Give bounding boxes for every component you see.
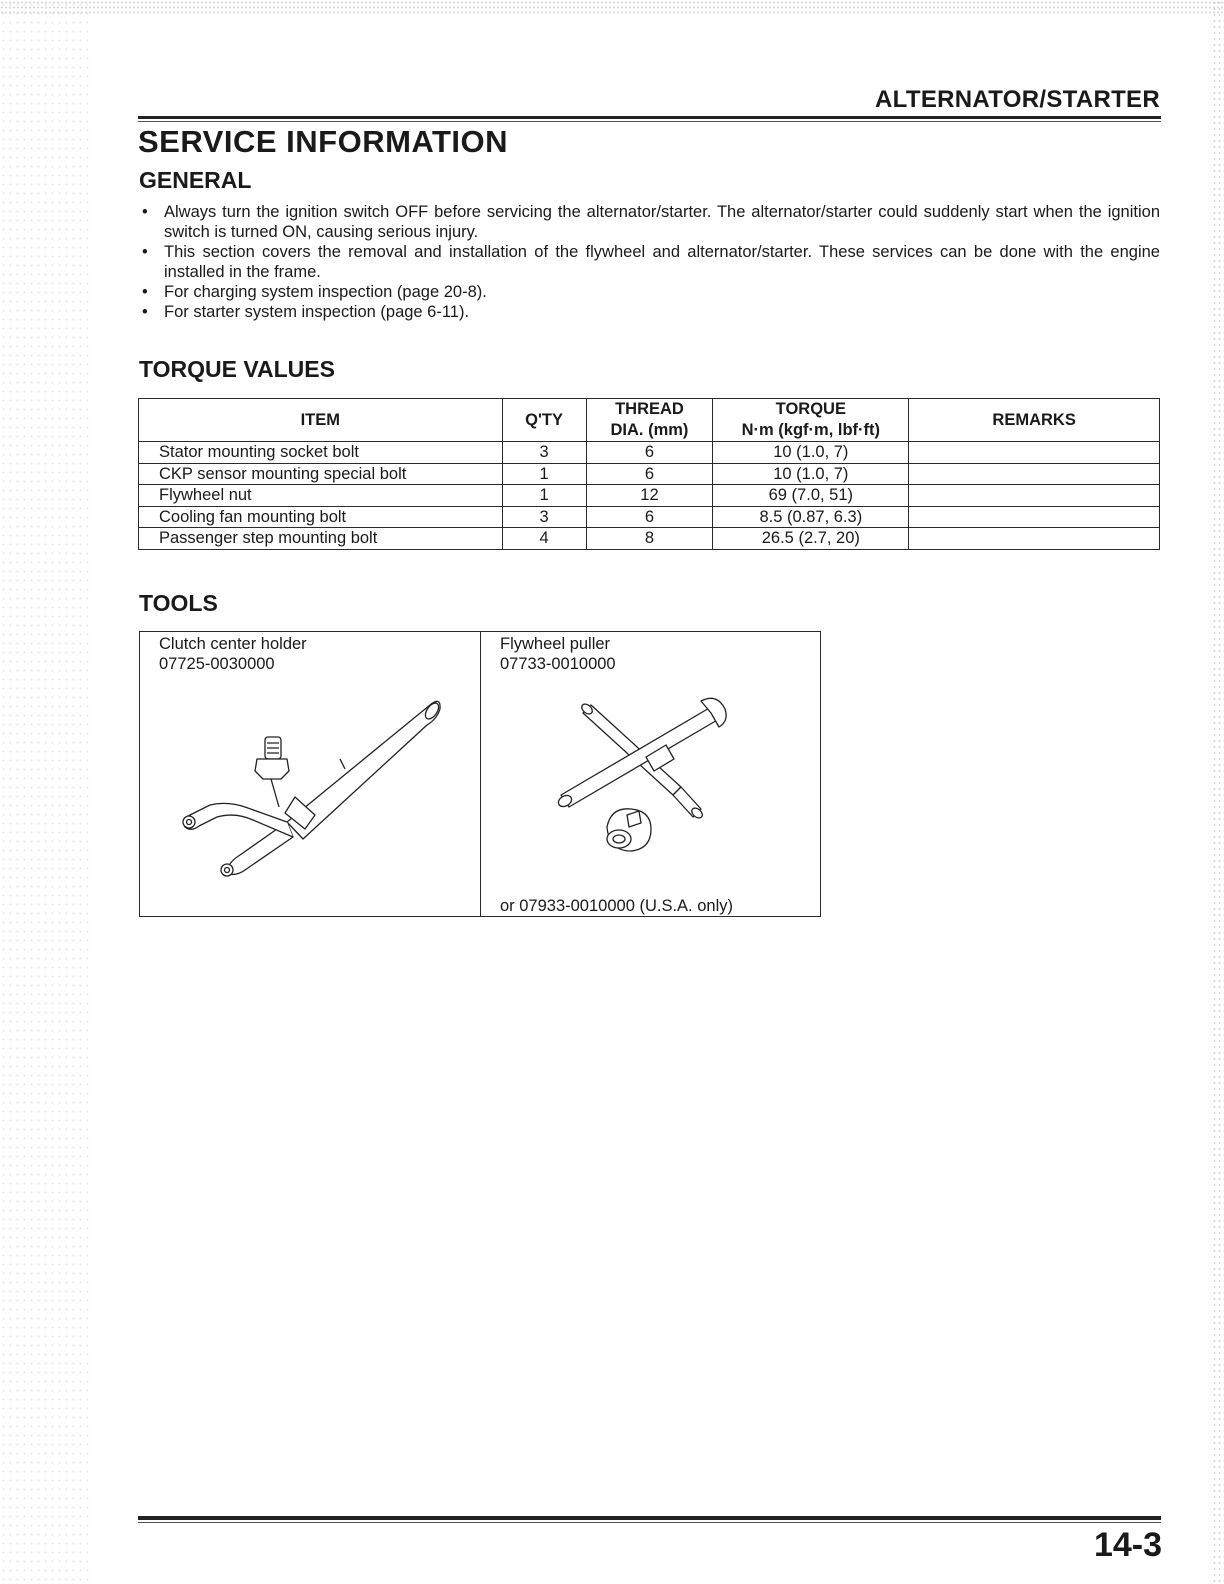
tool-cell-clutch-center-holder: [140, 632, 481, 916]
cell-torque: 10 (1.0, 7): [713, 463, 909, 485]
page-number: 14-3: [1093, 1526, 1162, 1564]
table-row: [139, 506, 1160, 528]
general-bullet-item: [142, 242, 1160, 282]
scan-noise-left: [0, 0, 90, 1584]
general-bullet-item: [142, 282, 1160, 302]
cell-torque: 69 (7.0, 51): [713, 485, 909, 507]
cell-item: CKP sensor mounting special bolt: [139, 463, 503, 485]
bullet-dot: •: [142, 303, 148, 321]
general-bullet-item: [142, 202, 1160, 242]
cell-thread: 8: [586, 528, 713, 550]
thread-header-line1: THREAD: [615, 400, 684, 418]
table-row: [139, 528, 1160, 550]
tool-label: [500, 634, 616, 674]
bullet-dot: •: [142, 203, 148, 221]
torque-values-heading: TORQUE VALUES: [139, 356, 335, 382]
cell-qty: 3: [502, 442, 586, 464]
torque-values-table: [138, 398, 1160, 550]
column-header-remarks: REMARKS: [909, 399, 1160, 442]
column-header-thread: [586, 399, 713, 442]
cell-torque: 26.5 (2.7, 20): [713, 528, 909, 550]
tool-name: Clutch center holder: [159, 635, 307, 653]
bullet-dot: •: [142, 243, 148, 261]
tool-note: or 07933-0010000 (U.S.A. only): [500, 897, 733, 915]
column-header-qty: Q'TY: [502, 399, 586, 442]
cell-remarks: [909, 528, 1160, 550]
cell-thread: 6: [586, 442, 713, 464]
cell-torque: 8.5 (0.87, 6.3): [713, 506, 909, 528]
general-bullet-item: [142, 302, 1160, 322]
cell-qty: 1: [502, 485, 586, 507]
table-row: [139, 463, 1160, 485]
tool-part-number: 07725-0030000: [159, 655, 275, 673]
clutch-center-holder-illustration: [175, 687, 450, 882]
cell-remarks: [909, 463, 1160, 485]
cell-remarks: [909, 485, 1160, 507]
cell-item: Passenger step mounting bolt: [139, 528, 503, 550]
section-title: ALTERNATOR/STARTER: [875, 86, 1160, 113]
cell-item: Stator mounting socket bolt: [139, 442, 503, 464]
cell-qty: 4: [502, 528, 586, 550]
cell-remarks: [909, 506, 1160, 528]
cell-thread: 6: [586, 506, 713, 528]
bullet-dot: •: [142, 283, 148, 301]
cell-item: Flywheel nut: [139, 485, 503, 507]
scan-noise-top: [0, 0, 1224, 14]
table-row: [139, 442, 1160, 464]
bullet-text: For charging system inspection (page 20-8).: [164, 283, 487, 301]
bullet-text: For starter system inspection (page 6-11).: [164, 303, 470, 321]
cell-qty: 1: [502, 463, 586, 485]
general-heading: GENERAL: [139, 167, 252, 193]
cell-qty: 3: [502, 506, 586, 528]
tool-name: Flywheel puller: [500, 635, 611, 653]
footer-rule: [138, 1516, 1161, 1520]
tools-heading: TOOLS: [139, 590, 218, 616]
footer-rule-thin: [138, 1522, 1161, 1523]
header-rule-thin: [138, 121, 1161, 122]
header-rule: [138, 116, 1161, 119]
cell-thread: 6: [586, 463, 713, 485]
cell-item: Cooling fan mounting bolt: [139, 506, 503, 528]
scan-noise-right: [1212, 0, 1224, 1584]
tool-part-number: 07733-0010000: [500, 655, 616, 673]
tool-label: [159, 634, 307, 674]
cell-thread: 12: [586, 485, 713, 507]
column-header-item: ITEM: [139, 399, 503, 442]
tools-box: [139, 631, 821, 917]
cell-torque: 10 (1.0, 7): [713, 442, 909, 464]
torque-header-line1: TORQUE: [775, 400, 846, 418]
bullet-text: This section covers the removal and installation of the flywheel and alternator/starter. These services can be done with the engine installed in the frame.: [164, 243, 1160, 281]
cell-remarks: [909, 442, 1160, 464]
tool-cell-flywheel-puller: [481, 632, 821, 916]
thread-header-line2: DIA. (mm): [610, 421, 689, 439]
general-bullet-list: [142, 202, 1160, 322]
column-header-torque: [713, 399, 909, 442]
torque-header-line2: N·m (kgf·m, lbf·ft): [741, 421, 881, 439]
table-header-row: [139, 399, 1160, 442]
table-row: [139, 485, 1160, 507]
flywheel-puller-illustration: [551, 687, 751, 877]
page-title: SERVICE INFORMATION: [138, 124, 509, 159]
bullet-text: Always turn the ignition switch OFF before servicing the alternator/starter. The alternator/starter could suddenly start when the ignition switch is turned ON, causing serious injury.: [164, 203, 1160, 241]
